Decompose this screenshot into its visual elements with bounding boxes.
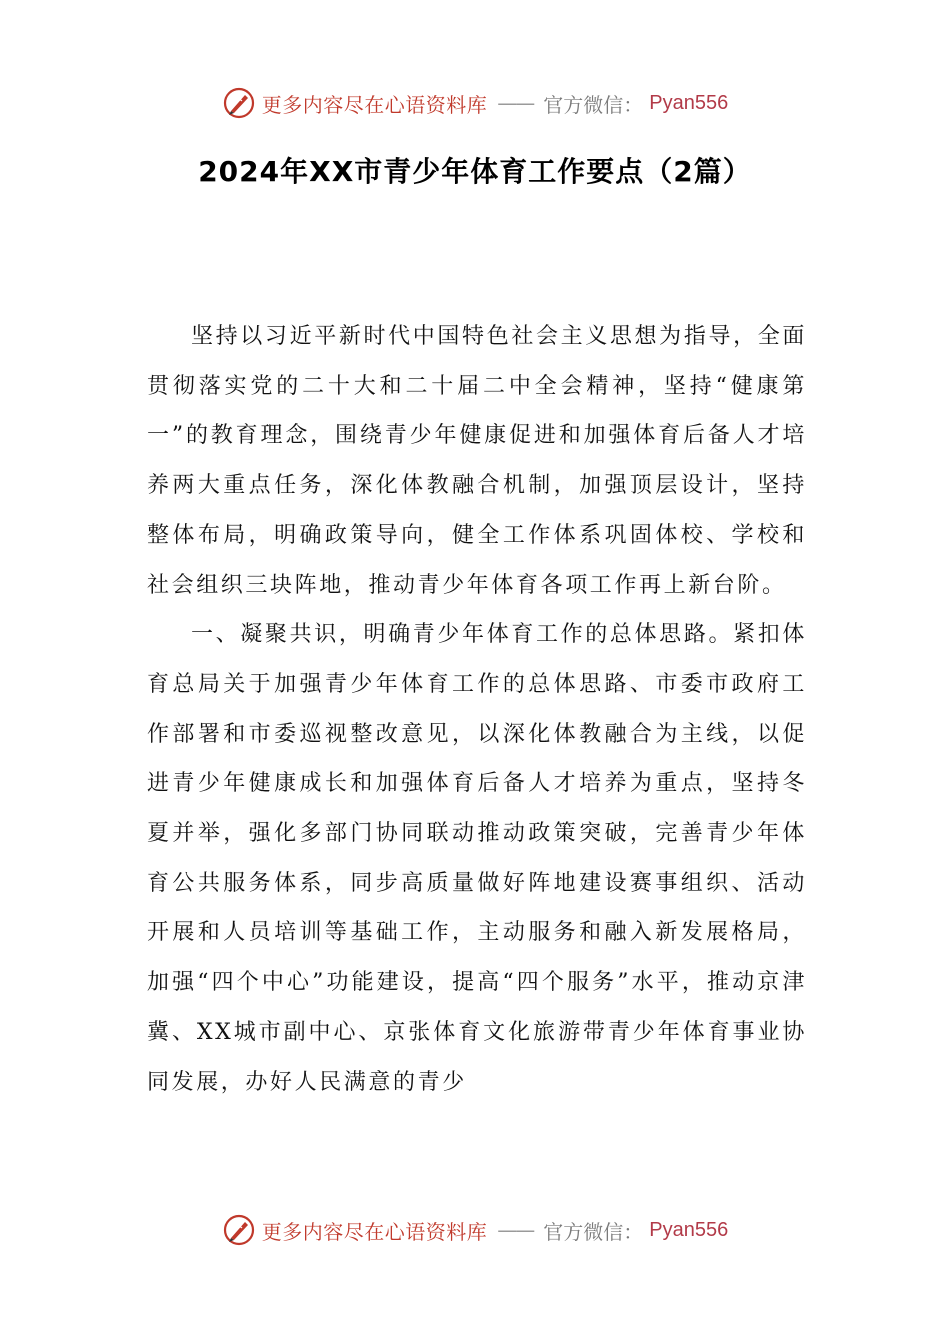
document-body — [147, 312, 807, 1107]
watermark-wechat-id: Pyan556 — [649, 91, 729, 114]
watermark-label: 官方微信： — [543, 92, 644, 117]
watermark-label: 官方微信： — [543, 1219, 644, 1244]
watermark-dash: —— — [497, 91, 534, 115]
watermark-wechat-id: Pyan556 — [649, 1218, 729, 1241]
watermark-dash: —— — [497, 1218, 534, 1242]
paragraph-section-one: 一、凝聚共识，明确青少年体育工作的总体思路。紧扣体育总局关于加强青少年体育工作的总体思路、市委市政府工作部署和市委巡视整改意见，以深化体教融合为主线，以促进青少年健康成长和加强体育后备人才培养为重点，坚持冬夏并举，强化多部门协同联动推动政策突破，完善青少年体育公共服务体系，同步高质量做好阵地建设赛事组织、活动开展和人员培训等基础工作，主动服务和融入新发展格局，加强“四个中心”功能建设，提高“四个服务”水平，推动京津冀、XX城市副中心、京张体育文化旅游带青少年体育事业协同发展，办好人民满意的青少 — [147, 622, 807, 1095]
footer-watermark — [0, 1210, 950, 1250]
pen-logo-icon — [222, 1213, 256, 1247]
document-title: 2024年XX市青少年体育工作要点（2篇） — [198, 155, 752, 188]
watermark-text: 更多内容尽在心语资料库 — [261, 1219, 488, 1244]
header-watermark — [0, 83, 950, 123]
pen-logo-icon — [222, 86, 256, 120]
watermark-text: 更多内容尽在心语资料库 — [261, 92, 488, 117]
paragraph-intro: 坚持以习近平新时代中国特色社会主义思想为指导，全面贯彻落实党的二十大和二十届二中全会精神，坚持“健康第一”的教育理念，围绕青少年健康促进和加强体育后备人才培养两大重点任务，深化体教融合机制，加强顶层设计，坚持整体布局，明确政策导向，健全工作体系巩固体校、学校和社会组织三块阵地，推动青少年体育各项工作再上新台阶。 — [147, 324, 807, 598]
